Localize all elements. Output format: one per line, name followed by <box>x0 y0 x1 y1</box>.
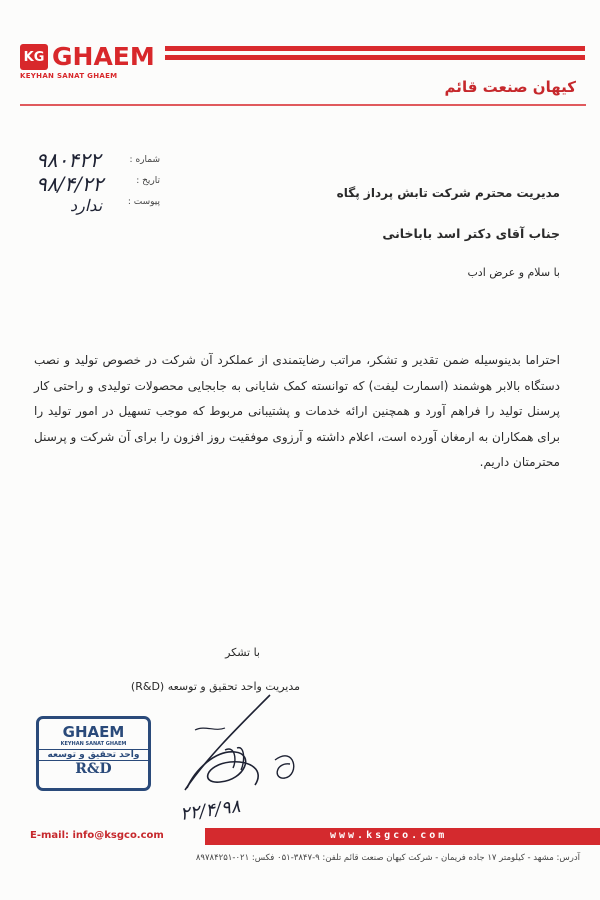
date-label: تاریخ : <box>136 176 160 186</box>
company-logo <box>20 44 155 80</box>
number-label: شماره : <box>129 155 160 165</box>
greeting: با سلام و عرض ادب <box>467 266 560 279</box>
company-name: کیهان صنعت قائم <box>444 78 576 96</box>
footer-email: E-mail: info@ksgco.com <box>30 830 164 841</box>
signer-title: مدیریت واحد تحقیق و توسعه (R&D) <box>130 680 300 693</box>
closing-thanks: با تشکر <box>225 646 260 659</box>
logo-wordmark: GHAEM <box>52 42 155 71</box>
letter-body: احتراما بدینوسیله ضمن تقدیر و تشکر، مراتب رضایتمندی از عملکرد آن شرکت در خصوص تولید و نصب دستگاه بالابر هوشمند (اسمارت لیفت) که توانسته کمک شایانی به جابجایی محصولات تولیدی و راحتی کار پرسنل تولید را فراهم آورد و همچنین ارائه خدمات و پشتیبانی مربوط که موجب تسهیل در امور تولید را برای همکاران به ارمغان آورده است، اعلام داشته و آرزوی موفقیت روز افزون را برای آن شرکت و پرسنل محترمتان داریم. <box>34 353 560 469</box>
company-stamp <box>36 716 151 791</box>
stamp-unit: واحد تحقیق و توسعه <box>39 749 148 761</box>
stamp-rd: R&D <box>75 761 112 777</box>
logo-mark-icon: KG <box>20 44 48 70</box>
handwritten-signature <box>175 690 315 800</box>
recipient-company: مدیریت محترم شرکت تابش پرداز پگاه <box>336 186 560 200</box>
letter-attachment: ندارد <box>70 196 103 215</box>
footer-website: www.ksgco.com <box>330 830 448 841</box>
attachment-label: پیوست : <box>127 197 160 207</box>
stamp-subtitle: KEYHAN SANAT GHAEM <box>60 741 127 747</box>
letter-number: ۹۸۰۴۲۲ <box>36 148 101 172</box>
header-stripes <box>165 46 585 64</box>
letter-date: ۹۸/۴/۲۲ <box>36 172 104 196</box>
signature-date: ۲۲/۴/۹۸ <box>178 795 242 826</box>
header-divider <box>20 104 586 106</box>
logo-subtitle: KEYHAN SANAT GHAEM <box>20 72 118 80</box>
letter-meta-labels <box>118 150 160 213</box>
footer-address: آدرس: مشهد - کیلومتر ۱۷ جاده فریمان - شرکت کیهان صنعت قائم تلفن: ۹-۳۸۴۷-۰۵۱ فکس: ۰۲۱-۸۹۷۸۴۲۵۱ <box>195 853 580 863</box>
stamp-logo: GHAEM <box>62 723 125 741</box>
recipient-person: جناب آقای دکتر اسد باباخانی <box>382 226 560 241</box>
